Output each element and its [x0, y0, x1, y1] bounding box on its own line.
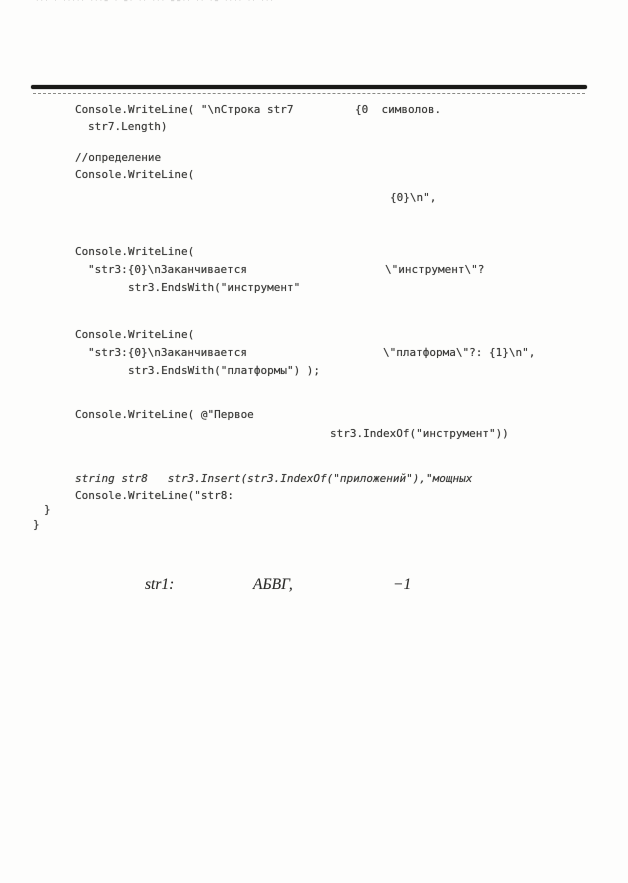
code-segment: //определение [75, 151, 162, 164]
code-segment: Console.WriteLine( @"Первое [75, 408, 254, 421]
code-segment: "str3:{0}\nЗаканчивается [88, 346, 247, 359]
output-segment: АБВГ, [253, 576, 293, 593]
code-line [0, 518, 628, 532]
code-line [0, 364, 628, 378]
code-line [0, 472, 628, 486]
code-line [0, 328, 628, 342]
code-segment: Console.WriteLine( [75, 245, 195, 258]
code-segment: \"инструмент\"? [385, 263, 485, 276]
code-segment: } [33, 518, 40, 531]
code-line [0, 151, 628, 165]
code-line [0, 168, 628, 182]
code-segment: {0 символов. [355, 103, 442, 116]
code-line [0, 408, 628, 422]
code-segment: string str8 str3.Insert(str3.IndexOf("приложений"),"мощных [75, 472, 473, 485]
code-segment: str3.EndsWith("платформы") ); [128, 364, 321, 377]
code-line [0, 281, 628, 295]
code-line [0, 191, 628, 205]
page-header-remnant: ··· · ····· ···– · –· ·· ··· ––·· ·· ·– ···· ·· ··· [36, 0, 275, 5]
code-segment: "str3:{0}\nЗаканчивается [88, 263, 247, 276]
output-segment: −1 [393, 576, 412, 593]
code-line [0, 346, 628, 360]
code-line [0, 489, 628, 503]
code-line [0, 103, 628, 117]
code-segment: str7.Length) [88, 120, 168, 133]
program-output-line [0, 576, 628, 606]
code-line [0, 503, 628, 517]
code-segment: Console.WriteLine( [75, 328, 195, 341]
code-segment: Console.WriteLine( [75, 168, 195, 181]
output-segment: str1: [145, 576, 175, 593]
code-segment: str3.IndexOf("инструмент")) [330, 427, 509, 440]
code-line [0, 120, 628, 134]
code-line [0, 245, 628, 259]
code-segment: str3.EndsWith("инструмент" [128, 281, 301, 294]
code-segment: Console.WriteLine( "\nСтрока str7 [75, 103, 294, 116]
code-segment: \"платформа\"?: {1}\n", [383, 346, 536, 359]
code-line [0, 427, 628, 441]
code-segment: {0}\n", [390, 191, 437, 204]
code-segment: Console.WriteLine("str8: [75, 489, 234, 502]
code-line [0, 263, 628, 277]
code-segment: } [44, 503, 51, 516]
